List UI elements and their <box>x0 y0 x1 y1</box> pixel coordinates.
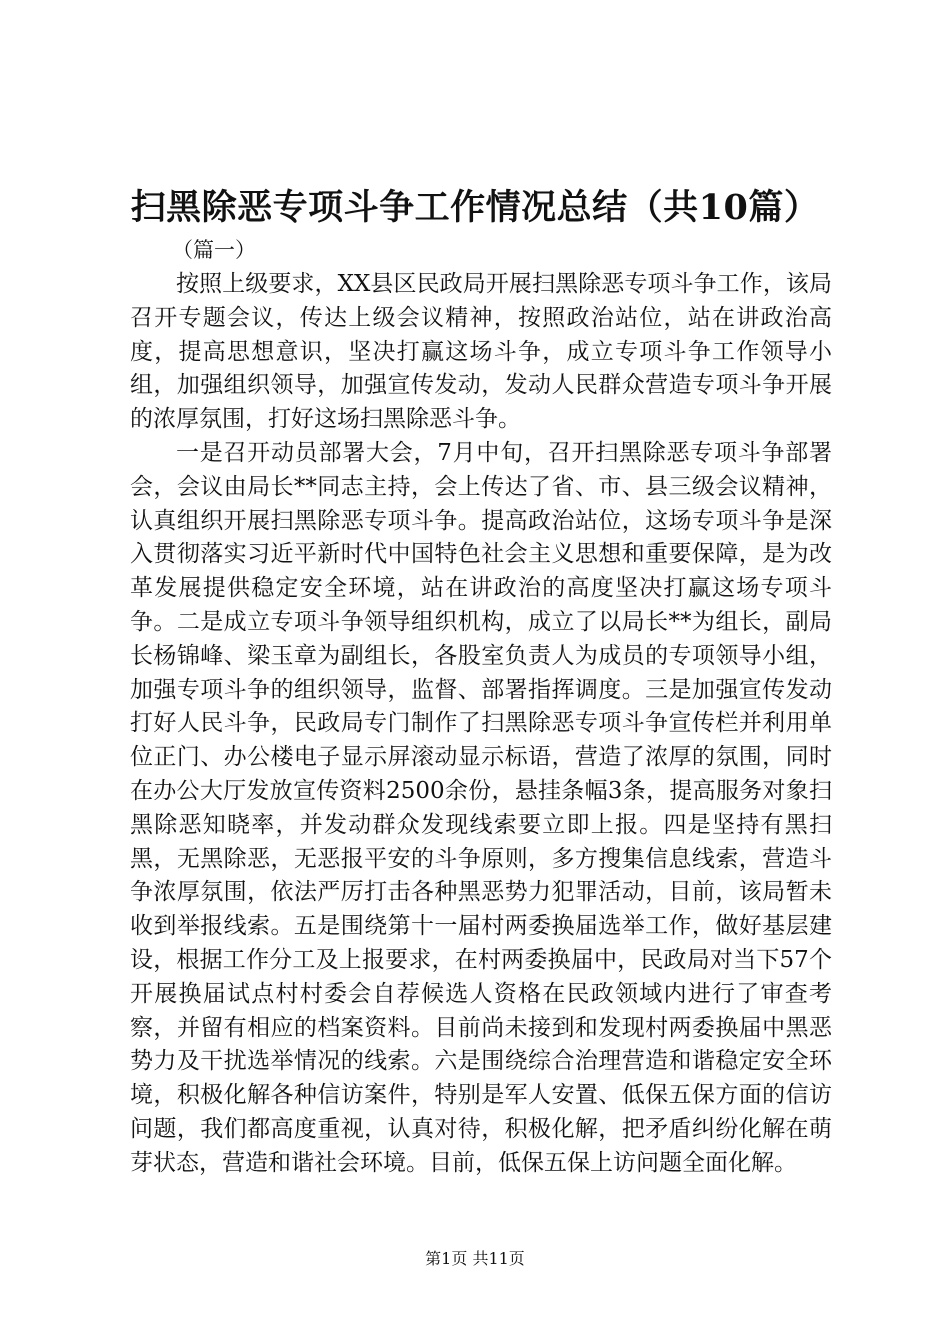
paragraph-measures: 一是召开动员部署大会，7月中旬，召开扫黑除恶专项斗争部署会，会议由局长**同志主持，会上传达了省、市、县三级会议精神，认真组织开展扫黑除恶专项斗争。提高政治站位，这场专项斗争是深入贯彻落实习近平新时代中国特色社会主义思想和重要保障，是为改革发展提供稳定安全环境，站在讲政治的高度坚决打赢这场专项斗争。二是成立专项斗争领导组织机构，成立了以局长**为组长，副局长杨锦峰、梁玉章为副组长，各股室负责人为成员的专项领导小组，加强专项斗争的组织领导，监督、部署指挥调度。三是加强宣传发动打好人民斗争，民政局专门制作了扫黑除恶专项斗争宣传栏并利用单位正门、办公楼电子显示屏滚动显示标语，营造了浓厚的氛围，同时在办公大厅发放宣传资料2500余份，悬挂条幅3条，提高服务对象扫黑除恶知晓率，并发动群众发现线索要立即上报。四是坚持有黑扫黑，无黑除恶，无恶报平安的斗争原则，多方搜集信息线索，营造斗争浓厚氛围，依法严厉打击各种黑恶势力犯罪活动，目前，该局暂未收到举报线索。五是围绕第十一届村两委换届选举工作，做好基层建设，根据工作分工及上报要求，在村两委换届中，民政局对当下57个开展换届试点村村委会自荐候选人资格在民政领域内进行了审查考察，并留有相应的档案资料。目前尚未接到和发现村两委换届中黑恶势力及干扰选举情况的线索。六是围绕综合治理营造和谐稳定安全环境，积极化解各种信访案件，特别是军人安置、低保五保方面的信访问题，我们都高度重视，认真对待，积极化解，把矛盾纠纷化解在萌芽状态，营造和谐社会环境。目前，低保五保上访问题全面化解。 <box>130 439 832 1176</box>
page-footer <box>0 1247 950 1271</box>
paragraph-intro: 按照上级要求，XX县区民政局开展扫黑除恶专项斗争工作，该局召开专题会议，传达上级会议精神，按照政治站位，站在讲政治高度，提高思想意识，坚决打赢这场斗争，成立专项斗争工作领导小组，加强组织领导，加强宣传发动，发动人民群众营造专项斗争开展的浓厚氛围，打好这场扫黑除恶斗争。 <box>130 271 832 433</box>
document-title: 扫黑除恶专项斗争工作情况总结（共10篇） <box>130 187 820 228</box>
document-body <box>130 268 832 1181</box>
page-number: 第1页 共11页 <box>425 1249 525 1268</box>
section-label: （篇一） <box>172 238 256 262</box>
